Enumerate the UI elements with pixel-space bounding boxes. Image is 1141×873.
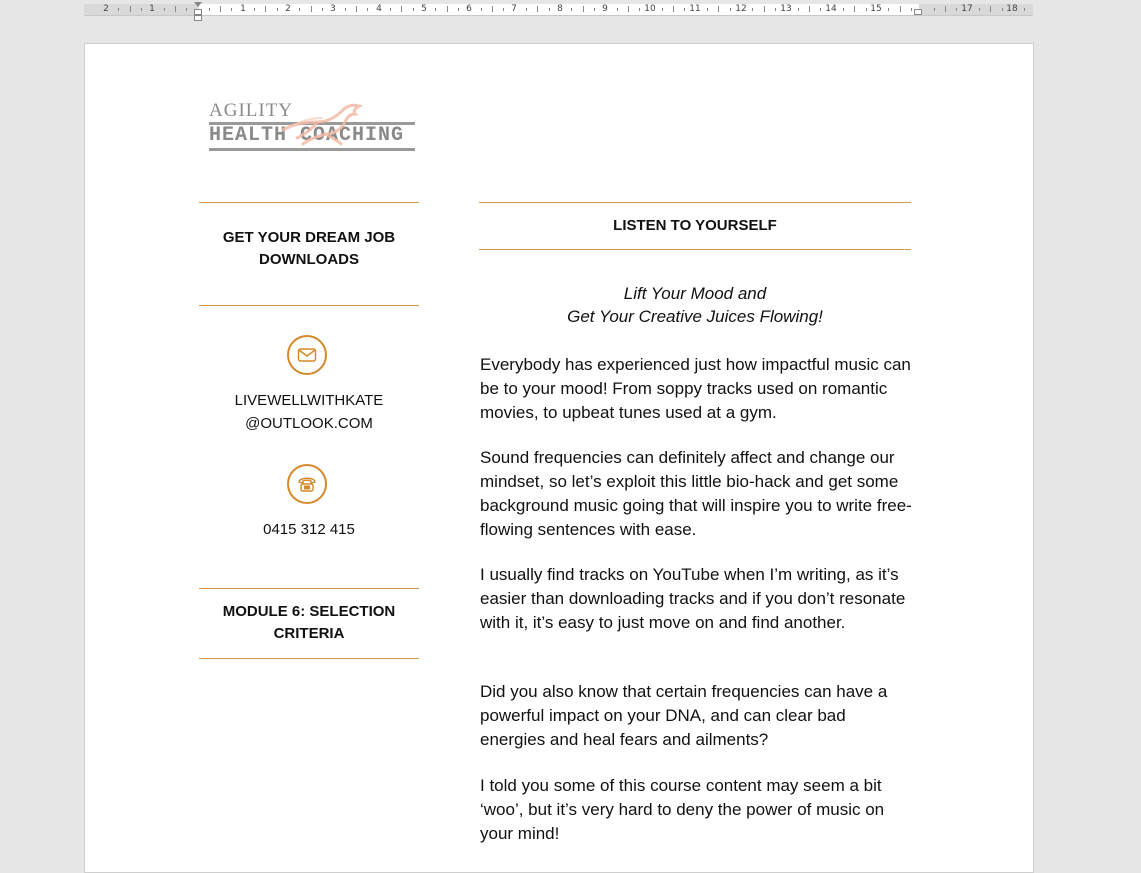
ruler-number: 11 <box>689 4 701 14</box>
sidebar-rule <box>199 202 419 203</box>
ruler-tick <box>356 6 357 12</box>
paragraph-2: Sound frequencies can definitely affect and change our mindset, so let’s exploit this little bio-hack and get some background music going that will inspire you to write free-flowing sentences with ease. <box>480 448 912 539</box>
ruler-tick <box>186 8 187 11</box>
ruler-tick <box>549 8 550 11</box>
contact-email-line2: @OUTLOOK.COM <box>245 415 373 432</box>
module-heading <box>199 601 419 645</box>
ruler-number: 12 <box>735 4 747 14</box>
main-rule <box>479 249 911 250</box>
logo-text-health-coaching: HEALTH COACHING <box>209 124 405 147</box>
first-line-indent-marker[interactable] <box>194 2 202 7</box>
phone-icon <box>287 464 327 504</box>
horse-icon <box>279 100 369 146</box>
ruler-tick <box>945 6 946 12</box>
ruler-number: 1 <box>149 4 155 14</box>
ruler-tick <box>707 8 708 11</box>
main-heading: LISTEN TO YOURSELF <box>613 217 777 234</box>
ruler-tick <box>447 6 448 12</box>
ruler-tick <box>164 8 165 11</box>
ruler-tick <box>209 8 210 11</box>
ruler-number: 9 <box>602 4 608 14</box>
ruler-tick <box>481 8 482 11</box>
sidebar-heading-line1: GET YOUR DREAM JOB <box>222 229 396 246</box>
ruler-tick <box>752 8 753 11</box>
ruler-tick <box>254 8 255 11</box>
ruler-number: 6 <box>466 4 472 14</box>
main-subtitle <box>479 282 911 328</box>
body-paragraph <box>480 680 914 752</box>
sidebar-rule <box>199 305 419 306</box>
ruler-tick <box>798 8 799 11</box>
ruler-number: 10 <box>644 4 656 14</box>
ruler-tick <box>277 8 278 11</box>
ruler-tick <box>390 8 391 11</box>
ruler-tick <box>322 8 323 11</box>
ruler-tick <box>458 8 459 11</box>
ruler-tick <box>265 6 266 12</box>
ruler-tick <box>820 8 821 11</box>
ruler-number: 2 <box>285 4 291 14</box>
body-paragraph <box>480 774 914 846</box>
ruler-tick <box>628 6 629 12</box>
sidebar-rule <box>199 658 419 659</box>
body-paragraph <box>480 353 914 425</box>
document-page[interactable] <box>84 43 1034 873</box>
ruler-number: 13 <box>780 4 792 14</box>
ruler-number: 18 <box>1006 4 1018 14</box>
ruler-tick <box>583 6 584 12</box>
ruler-tick <box>854 6 855 12</box>
ruler-number: 5 <box>421 4 427 14</box>
ruler-tick <box>175 6 176 12</box>
ruler-tick <box>775 8 776 11</box>
body-paragraph <box>480 563 914 635</box>
company-logo <box>209 100 419 154</box>
ruler-number: 14 <box>825 4 837 14</box>
contact-phone[interactable]: 0415 312 415 <box>263 521 355 538</box>
sidebar-rule <box>199 588 419 589</box>
ruler-tick <box>900 6 901 12</box>
ruler-number: 17 <box>961 4 973 14</box>
ruler-tick <box>764 6 765 12</box>
ruler-tick <box>503 8 504 11</box>
ruler-tick <box>401 6 402 12</box>
ruler-tick <box>934 8 935 11</box>
contact-email[interactable] <box>199 389 419 435</box>
ruler-tick <box>299 8 300 11</box>
ruler-tick <box>311 6 312 12</box>
left-indent-marker[interactable] <box>194 15 202 21</box>
ruler-number: 4 <box>376 4 382 14</box>
ruler-tick <box>979 8 980 11</box>
ruler-tick <box>809 6 810 12</box>
ruler-tick <box>888 8 889 11</box>
sidebar-heading <box>199 227 419 271</box>
contact-email-line1: LIVEWELLWITHKATE <box>234 392 384 409</box>
ruler-tick <box>492 6 493 12</box>
ruler-number: 15 <box>870 4 882 14</box>
ruler-tick <box>413 8 414 11</box>
ruler-number: 2 <box>103 4 109 14</box>
logo-rule-bottom <box>209 148 415 151</box>
ruler-tick <box>537 6 538 12</box>
body-paragraph <box>480 446 914 542</box>
email-icon <box>287 335 327 375</box>
ruler-tick <box>367 8 368 11</box>
ruler-tick <box>526 8 527 11</box>
horizontal-ruler[interactable] <box>84 4 1033 16</box>
right-indent-marker[interactable] <box>914 9 922 15</box>
ruler-tick <box>130 6 131 12</box>
ruler-number: 7 <box>511 4 517 14</box>
main-rule <box>479 202 911 203</box>
ruler-tick <box>639 8 640 11</box>
ruler-tick <box>843 8 844 11</box>
ruler-tick <box>617 8 618 11</box>
ruler-number: 3 <box>330 4 336 14</box>
ruler-tick <box>435 8 436 11</box>
ruler-tick <box>718 6 719 12</box>
module-heading-line1: MODULE 6: SELECTION <box>222 603 396 620</box>
paragraph-5: I told you some of this course content may seem a bit ‘woo’, but it’s very hard to deny the power of music on your mind! <box>480 776 885 843</box>
ruler-number: 8 <box>557 4 563 14</box>
ruler-tick <box>956 8 957 11</box>
ruler-tick <box>684 8 685 11</box>
ruler-tick <box>866 8 867 11</box>
ruler-tick <box>911 8 912 11</box>
subtitle-line1: Lift Your Mood and <box>623 284 767 303</box>
sidebar-heading-line2: DOWNLOADS <box>259 251 359 268</box>
ruler-number: 1 <box>240 4 246 14</box>
subtitle-line2: Get Your Creative Juices Flowing! <box>567 307 823 326</box>
ruler-tick <box>231 8 232 11</box>
ruler-tick <box>571 8 572 11</box>
paragraph-1: Everybody has experienced just how impactful music can be to your mood! From soppy tracks used on romantic movies, to upbeat tunes used at a gym. <box>480 355 911 422</box>
ruler-tick <box>1024 8 1025 11</box>
paragraph-3: I usually find tracks on YouTube when I’m writing, as it’s easier than downloading tracks and if you don’t resonate with it, it’s easy to just move on and find another. <box>480 565 906 632</box>
ruler-tick <box>990 6 991 12</box>
ruler-tick <box>220 6 221 12</box>
logo-text-agility: AGILITY <box>209 100 294 121</box>
module-heading-line2: CRITERIA <box>273 625 345 642</box>
ruler-tick <box>118 8 119 11</box>
ruler-tick <box>662 8 663 11</box>
ruler-tick <box>594 8 595 11</box>
ruler-tick <box>141 8 142 11</box>
ruler-tick <box>345 8 346 11</box>
paragraph-4: Did you also know that certain frequencies can have a powerful impact on your DNA, and can clear bad energies and heal fears and ailments? <box>480 682 888 749</box>
ruler-tick <box>730 8 731 11</box>
ruler-tick <box>1002 8 1003 11</box>
ruler-tick <box>673 6 674 12</box>
